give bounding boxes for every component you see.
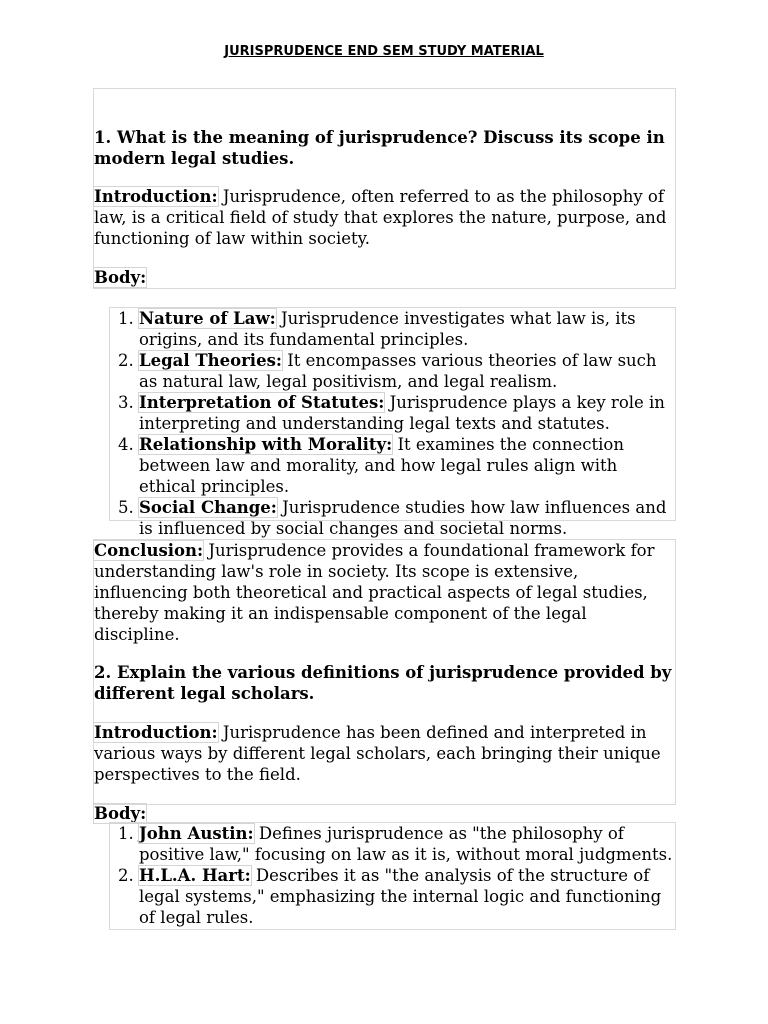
q1-conclusion bbox=[94, 540, 675, 645]
list-item-term: Interpretation of Statutes: bbox=[139, 393, 385, 412]
q1-conclusion-label: Conclusion: bbox=[94, 541, 204, 560]
q1-body-list bbox=[110, 308, 675, 539]
q1-question: 1. What is the meaning of jurisprudence? Discuss its scope in modern legal studies. bbox=[94, 128, 665, 168]
document-title: JURISPRUDENCE END SEM STUDY MATERIAL bbox=[224, 44, 544, 59]
list-item-text: Describes it as "the analysis of the structure of legal systems," emphasizing the internal logic and functioning of legal rules. bbox=[139, 866, 662, 927]
q1-conclusion-text: Jurisprudence provides a foundational framework for understanding law's role in society. Its scope is extensive, influencing both theoretical and practical aspects of legal studies, thereby making it an indispensable component of the legal discipline. bbox=[94, 541, 655, 644]
q2-intro-label: Introduction: bbox=[94, 723, 218, 742]
list-item-term: Legal Theories: bbox=[139, 351, 282, 370]
list-item-term: Social Change: bbox=[139, 498, 277, 517]
q1-list-block bbox=[109, 307, 676, 538]
q2-list-block bbox=[109, 822, 676, 930]
q2-body-label: Body: bbox=[94, 804, 147, 823]
list-item-text: It encompasses various theories of law such as natural law, legal positivism, and legal realism. bbox=[139, 351, 657, 391]
list-item-term: Nature of Law: bbox=[139, 309, 276, 328]
list-item-term: Relationship with Morality: bbox=[139, 435, 393, 454]
q2-body-list bbox=[110, 823, 675, 928]
list-item-text: Jurisprudence plays a key role in interpreting and understanding legal texts and statutes. bbox=[139, 393, 665, 433]
list-item bbox=[139, 823, 675, 865]
q2-introduction bbox=[94, 722, 675, 785]
q2-body-heading bbox=[94, 803, 675, 824]
list-item-text: Jurisprudence studies how law influences and is influenced by social changes and societal norms. bbox=[139, 498, 667, 538]
q1-body-label: Body: bbox=[94, 268, 147, 287]
list-item bbox=[139, 865, 675, 928]
list-item bbox=[139, 392, 675, 434]
list-item-term: John Austin: bbox=[139, 824, 254, 843]
list-item-term: H.L.A. Hart: bbox=[139, 866, 251, 885]
list-item-text: It examines the connection between law and morality, and how legal rules align with ethical principles. bbox=[139, 435, 624, 496]
q1-introduction bbox=[94, 186, 675, 249]
q2-intro-block bbox=[93, 539, 676, 823]
list-item bbox=[139, 497, 675, 539]
q1-intro-block bbox=[93, 88, 676, 289]
q2-question: 2. Explain the various definitions of jurisprudence provided by different legal scholars. bbox=[94, 663, 672, 703]
q1-body-heading bbox=[94, 267, 675, 288]
q1-intro-text: Jurisprudence, often referred to as the philosophy of law, is a critical field of study that explores the nature, purpose, and functioning of law within society. bbox=[94, 187, 667, 248]
q2-intro-text: Jurisprudence has been defined and interpreted in various ways by different legal scholars, each bringing their unique perspectives to the field. bbox=[94, 723, 661, 784]
list-item bbox=[139, 308, 675, 350]
list-item-text: Defines jurisprudence as "the philosophy of positive law," focusing on law as it is, without moral judgments. bbox=[139, 824, 673, 864]
list-item-text: Jurisprudence investigates what law is, its origins, and its fundamental principles. bbox=[139, 309, 636, 349]
q1-intro-label: Introduction: bbox=[94, 187, 218, 206]
list-item bbox=[139, 434, 675, 497]
list-item bbox=[139, 350, 675, 392]
